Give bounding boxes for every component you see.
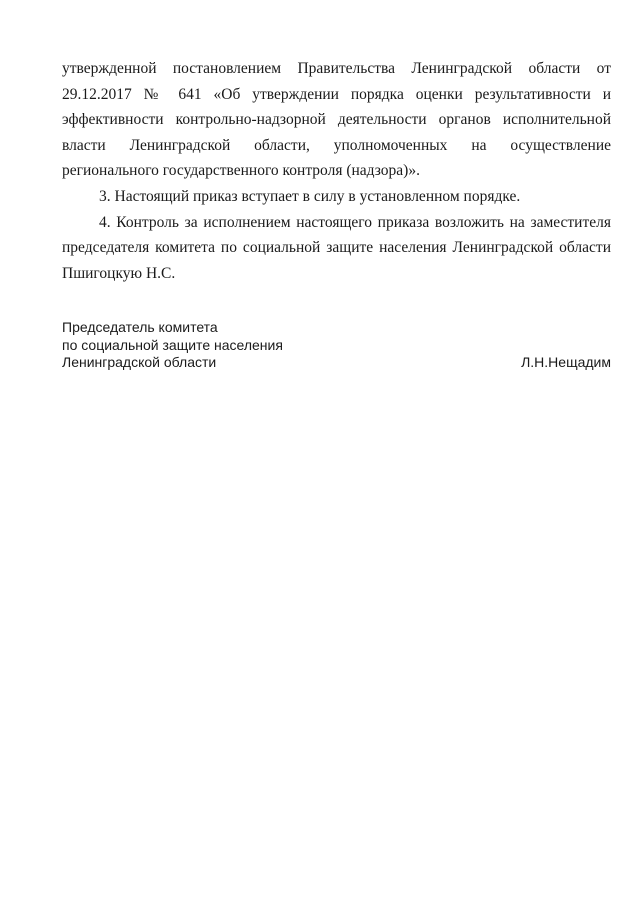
document-body (62, 56, 611, 286)
signer-row (62, 354, 611, 372)
item-4-paragraph: 4. Контроль за исполнением настоящего приказа возложить на заместителя председателя комитета по социальной защите населения Ленинградской области Пшигоцкую Н.С. (62, 213, 611, 282)
signer-position-line-2: по социальной защите населения (62, 336, 283, 353)
signature-block (62, 319, 611, 372)
signer-position-line-3: Ленинградской области (62, 354, 217, 370)
item-3-paragraph: 3. Настоящий приказ вступает в силу в установленном порядке. (99, 187, 521, 205)
paragraph-continuation: утвержденной постановлением Правительства Ленинградской области от 29.12.2017 № 641 «Об утверждении порядка оценки результативности и эффективности контрольно-надзорной деятельности органов исполнительной власти Ленинградской области, уполномоченных на осуществление регионального государственного контроля (надзора)». (62, 60, 611, 180)
signer-position-line-1: Председатель комитета (62, 319, 218, 335)
signer-name: Л.Н.Нещадим (521, 354, 611, 370)
